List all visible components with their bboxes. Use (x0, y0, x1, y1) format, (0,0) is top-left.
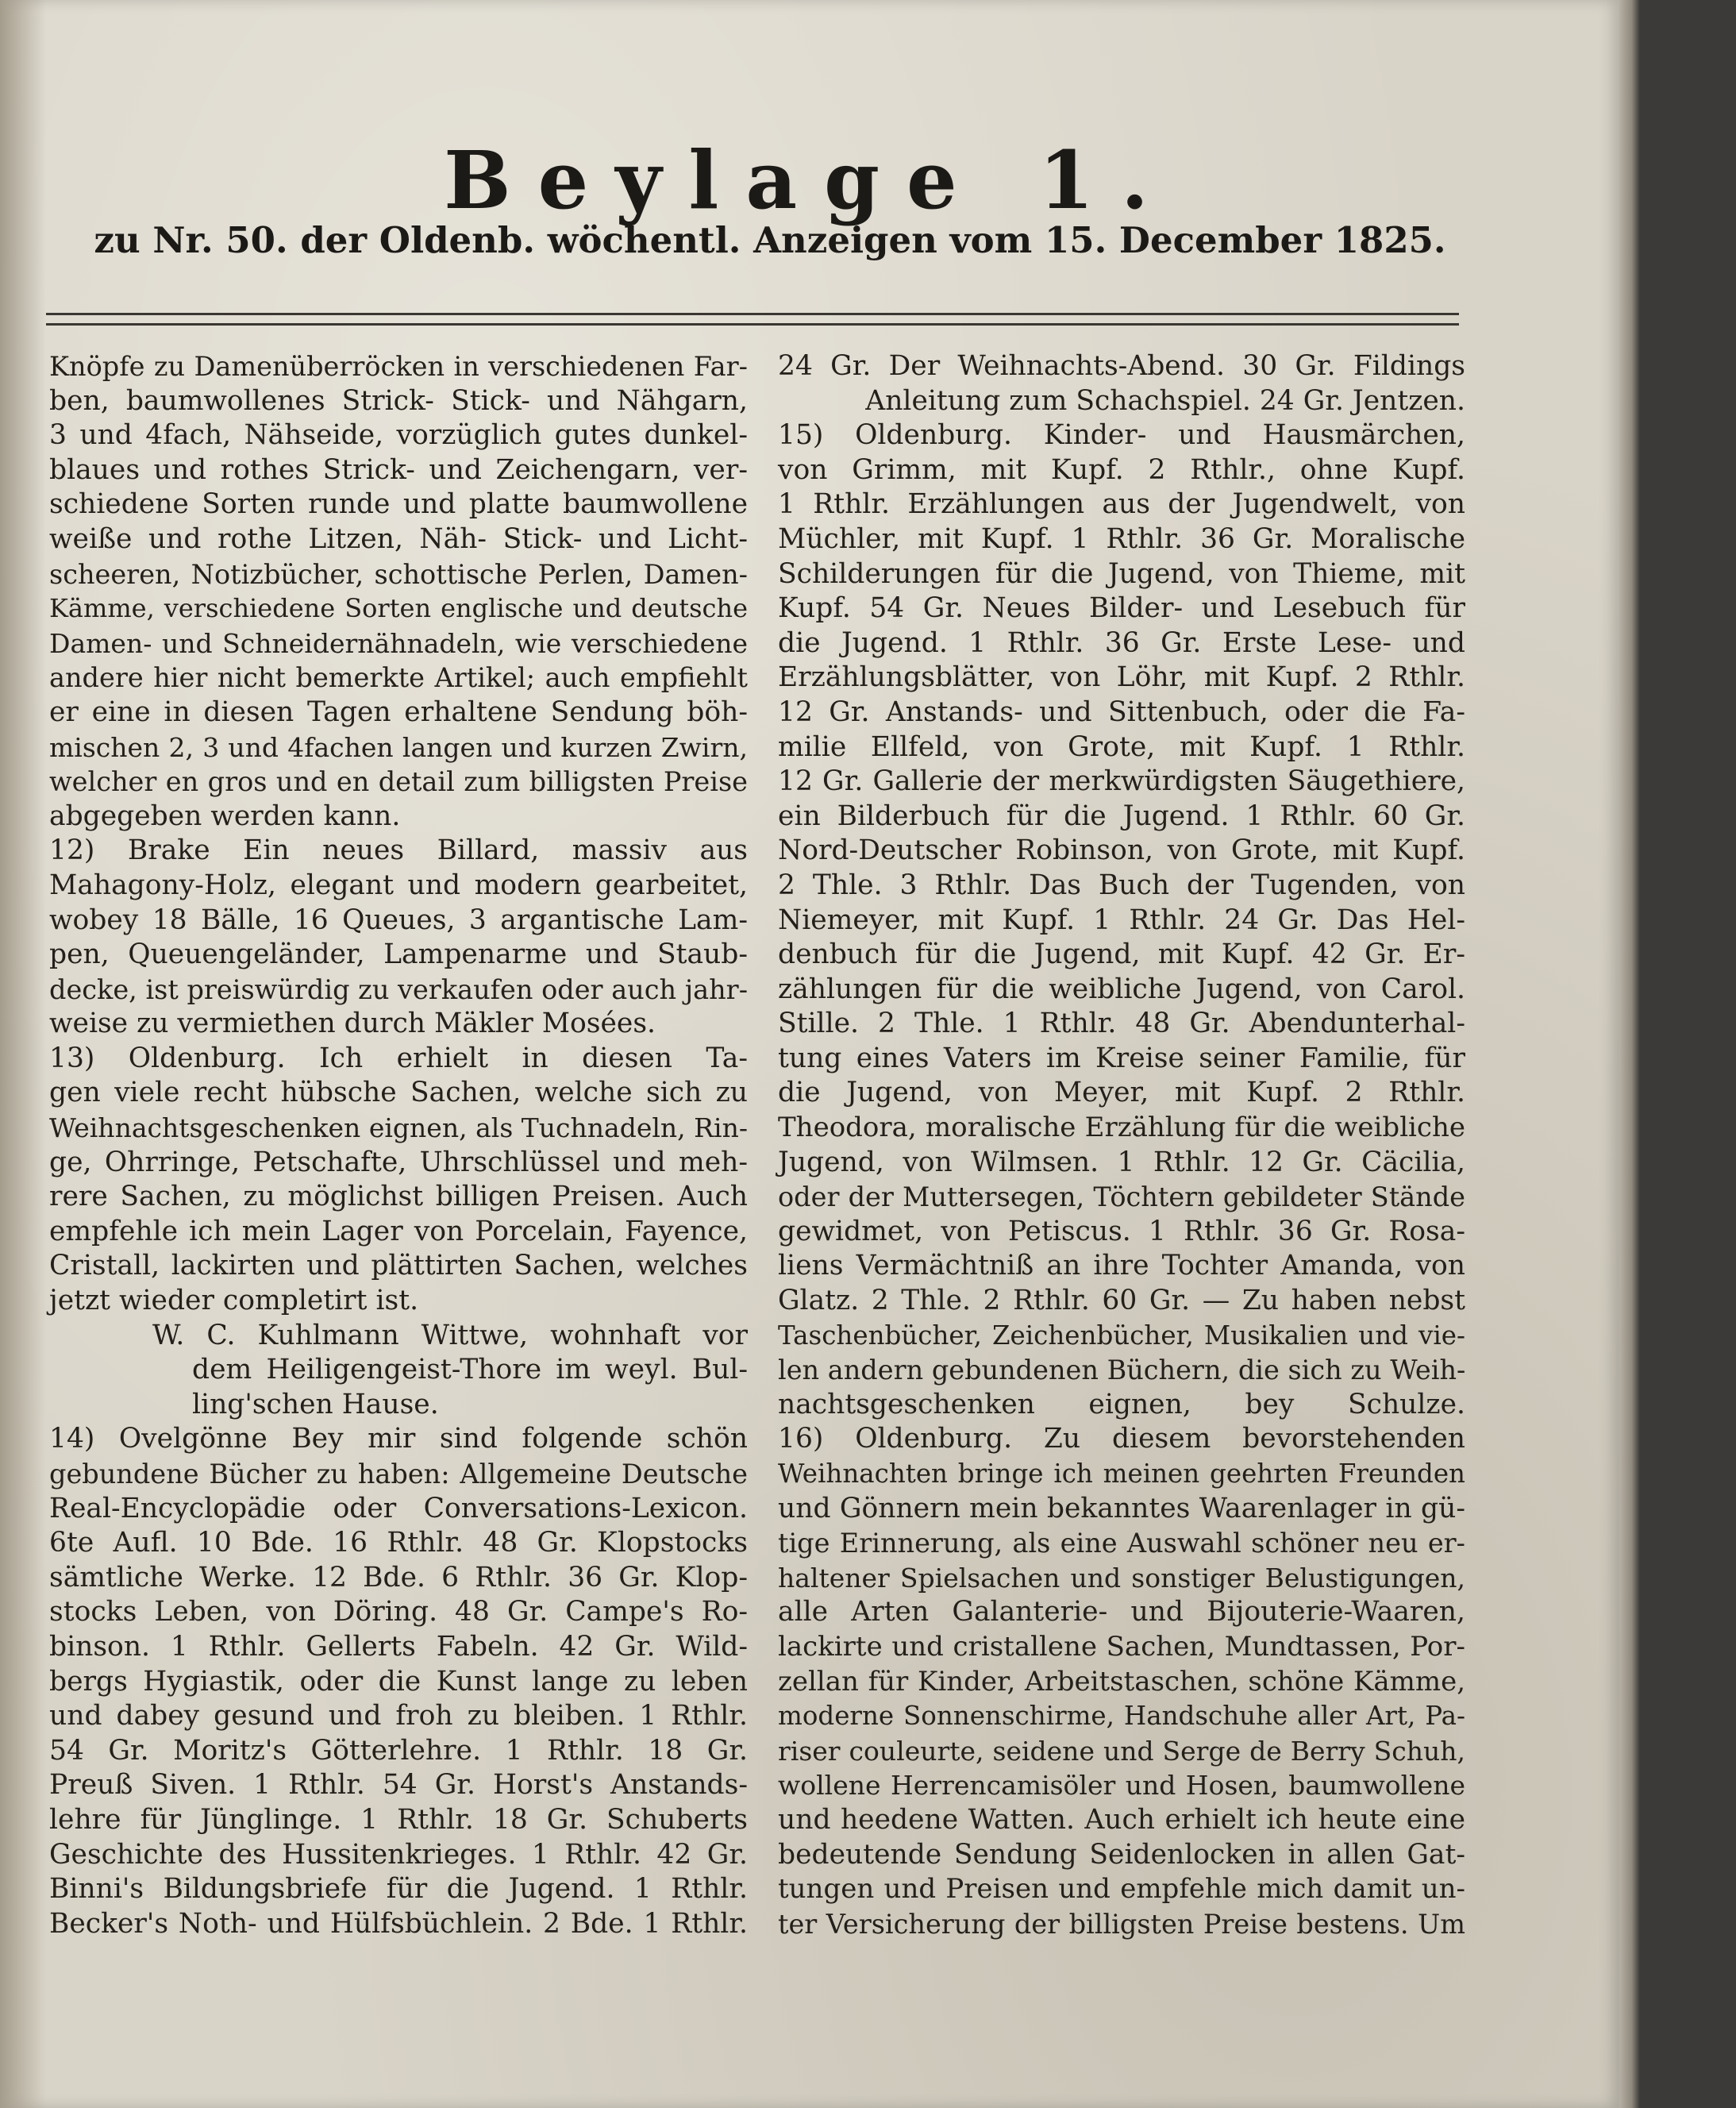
text-line: Erzählungsblätter, von Löhr, mit Kupf. 2 Rthlr. (778, 661, 1465, 694)
text-line: denbuch für die Jugend, mit Kupf. 42 Gr. Er- (778, 938, 1465, 971)
text-line: oder der Muttersegen, Töchtern gebildeter Stände (778, 1181, 1465, 1213)
text-line: welcher en gros und en detail zum billigsten Preise (49, 766, 748, 798)
text-line: tige Erinnerung, als eine Auswahl schöner neu er- (778, 1528, 1465, 1559)
text-line: Knöpfe zu Damenüberröcken in verschiedenen Far- (49, 351, 748, 382)
text-line: abgegeben werden kann. (49, 800, 401, 832)
text-line: die Jugend. 1 Rthlr. 36 Gr. Erste Lese- und (778, 626, 1465, 659)
text-line: Müchler, mit Kupf. 1 Rthlr. 36 Gr. Moralische (778, 522, 1465, 555)
left-column (49, 349, 748, 1941)
text-line: Schilderungen für die Jugend, von Thieme, mit (778, 557, 1465, 590)
text-line: Becker's Noth- und Hülfsbüchlein. 2 Bde. 1 Rthlr. (49, 1907, 748, 1940)
text-line: 16) Oldenburg. Zu diesem bevorstehenden (778, 1423, 1465, 1455)
supplement-title: Beylage 1. (444, 133, 1176, 227)
text-line: weise zu vermiethen durch Mäkler Mosées. (49, 1008, 656, 1040)
header-rule (46, 313, 1459, 326)
text-line: dem Heiligengeist-Thore im weyl. Bul- (192, 1354, 748, 1386)
text-line: stocks Leben, von Döring. 48 Gr. Campe's Ro- (49, 1596, 748, 1628)
text-line: Nord-Deutscher Robinson, von Grote, mit Kupf. (778, 834, 1465, 867)
text-line: Taschenbücher, Zeichenbücher, Musikalien und vie- (778, 1320, 1465, 1351)
text-line: Preuß Siven. 1 Rthlr. 54 Gr. Horst's Anstands- (49, 1769, 748, 1802)
text-line: scheeren, Notizbücher, schottische Perlen, Damen- (49, 558, 748, 590)
text-line: 14) Ovelgönne Bey mir sind folgende schön (49, 1423, 748, 1455)
text-line: weiße und rothe Litzen, Näh- Stick- und Licht- (49, 522, 748, 555)
text-line: 1 Rthlr. Erzählungen aus der Jugendwelt, von (778, 488, 1465, 521)
text-line: gen viele recht hübsche Sachen, welche sich zu (49, 1077, 748, 1109)
text-line: und heedene Watten. Auch erhielt ich heute eine (778, 1803, 1465, 1836)
text-line: ter Versicherung der billigsten Preise bestens. Um (778, 1908, 1465, 1940)
text-line: Mahagony-Holz, elegant und modern gearbeitet, (49, 869, 748, 901)
text-line: mischen 2, 3 und 4fachen langen und kurzen Zwirn, (49, 731, 748, 763)
text-line: ben, baumwollenes Strick- Stick- und Nähgarn, (49, 384, 748, 417)
text-line: lehre für Jünglinge. 1 Rthlr. 18 Gr. Schuberts (49, 1803, 748, 1836)
text-line: Glatz. 2 Thle. 2 Rthlr. 60 Gr. — Zu haben nebst (778, 1285, 1465, 1317)
text-line: Weihnachten bringe ich meinen geehrten Freunden (778, 1459, 1465, 1489)
text-line: 2 Thle. 3 Rthlr. Das Buch der Tugenden, von (778, 869, 1465, 901)
text-line: gewidmet, von Petiscus. 1 Rthlr. 36 Gr. Rosa- (778, 1215, 1465, 1247)
text-line: Binni's Bildungsbriefe für die Jugend. 1 Rthlr. (49, 1873, 748, 1906)
text-line: Geschichte des Hussitenkrieges. 1 Rthlr. 42 Gr. (49, 1838, 748, 1871)
text-line: moderne Sonnenschirme, Handschuhe aller Art, Pa- (778, 1701, 1465, 1732)
page-gutter (0, 0, 46, 2108)
text-line: ge, Ohrringe, Petschafte, Uhrschlüssel und meh- (49, 1146, 748, 1178)
text-line: Weihnachtsgeschenken eignen, als Tuchnadeln, Rin- (49, 1112, 748, 1144)
text-line: nachtsgeschenken eignen, bey Schulze. (778, 1388, 1465, 1420)
text-line: er eine in diesen Tagen erhaltene Sendung böh- (49, 696, 748, 728)
text-line: zählungen für die weibliche Jugend, von Carol. (778, 973, 1465, 1005)
text-line: 54 Gr. Moritz's Götterlehre. 1 Rthlr. 18 Gr. (49, 1734, 748, 1767)
text-line: Niemeyer, mit Kupf. 1 Rthlr. 24 Gr. Das Hel- (778, 904, 1465, 936)
page-edge (1619, 0, 1640, 2108)
text-line: 12 Gr. Anstands- und Sittenbuch, oder die Fa- (778, 696, 1465, 728)
text-line: tungen und Preisen und empfehle mich damit un- (778, 1873, 1465, 1906)
supplement-subtitle: zu Nr. 50. der Oldenb. wöchentl. Anzeigen vom 15. December 1825. (94, 219, 1446, 261)
text-line: alle Arten Galanterie- und Bijouterie-Waaren, (778, 1596, 1465, 1628)
text-line: rere Sachen, zu möglichst billigen Preisen. Auch (49, 1181, 748, 1213)
text-line: 15) Oldenburg. Kinder- und Hausmärchen, (778, 419, 1465, 452)
text-line: Cristall, lackirten und plättirten Sachen, welches (49, 1250, 748, 1282)
text-line: andere hier nicht bemerkte Artikel; auch empfiehlt (49, 662, 748, 694)
text-line: von Grimm, mit Kupf. 2 Rthlr., ohne Kupf. (778, 453, 1465, 486)
text-line: wollene Herrencamisöler und Hosen, baumwollene (778, 1770, 1465, 1802)
text-line: gebundene Bücher zu haben: Allgemeine Deutsche (49, 1459, 748, 1489)
text-line: und Gönnern mein bekanntes Waarenlager in gü- (778, 1492, 1465, 1524)
text-line: 12) Brake Ein neues Billard, massiv aus (49, 834, 748, 867)
text-line: Real-Encyclopädie oder Conversations-Lexicon. (49, 1492, 748, 1524)
text-line: pen, Queuengeländer, Lampenarme und Staub- (49, 938, 748, 971)
text-line: bedeutende Sendung Seidenlocken in allen Gat- (778, 1838, 1465, 1871)
text-line: wobey 18 Bälle, 16 Queues, 3 argantische Lam- (49, 904, 748, 936)
text-line: die Jugend, von Meyer, mit Kupf. 2 Rthlr. (778, 1077, 1465, 1109)
text-line: Theodora, moralische Erzählung für die weibliche (778, 1112, 1465, 1144)
text-line: jetzt wieder completirt ist. (49, 1285, 419, 1317)
text-line: Stille. 2 Thle. 1 Rthlr. 48 Gr. Abendunterhal- (778, 1008, 1465, 1040)
text-line: 3 und 4fach, Nähseide, vorzüglich gutes dunkel- (49, 419, 748, 452)
text-line: binson. 1 Rthlr. Gellerts Fabeln. 42 Gr. Wild- (49, 1630, 748, 1663)
text-line: sämtliche Werke. 12 Bde. 6 Rthlr. 36 Gr. Klop- (49, 1561, 748, 1594)
text-line: haltener Spielsachen und sonstiger Belustigungen, (778, 1562, 1465, 1594)
text-line: len andern gebundenen Büchern, die sich zu Weih- (778, 1355, 1466, 1386)
text-line: empfehle ich mein Lager von Porcelain, Fayence, (49, 1215, 748, 1247)
text-line: milie Ellfeld, von Grote, mit Kupf. 1 Rthlr. (778, 730, 1465, 763)
text-line: riser couleurte, seidene und Serge de Berry Schuh, (778, 1735, 1465, 1767)
text-line: Kämme, verschiedene Sorten englische und deutsche (49, 593, 748, 624)
text-line: blaues und rothes Strick- und Zeichengarn, ver- (49, 453, 748, 486)
text-line: ling'schen Hause. (192, 1388, 439, 1420)
text-line: Anleitung zum Schachspiel. 24 Gr. Jentzen. (865, 384, 1465, 417)
text-line: 24 Gr. Der Weihnachts-Abend. 30 Gr. Fildings (778, 350, 1465, 382)
text-line: zellan für Kinder, Arbeitstaschen, schöne Kämme, (778, 1665, 1465, 1698)
text-line: liens Vermächtniß an ihre Tochter Amanda, von (778, 1250, 1465, 1282)
text-line: tung eines Vaters im Kreise seiner Familie, für (778, 1042, 1465, 1074)
text-line: 13) Oldenburg. Ich erhielt in diesen Ta- (49, 1042, 748, 1074)
text-line: W. C. Kuhlmann Wittwe, wohnhaft vor (152, 1319, 748, 1351)
text-line: decke, ist preiswürdig zu verkaufen oder auch jahr- (49, 973, 749, 1005)
text-line: bergs Hygiastik, oder die Kunst lange zu leben (49, 1665, 748, 1698)
text-line: 6te Aufl. 10 Bde. 16 Rthlr. 48 Gr. Klopstocks (49, 1527, 748, 1559)
text-line: ein Bilderbuch für die Jugend. 1 Rthlr. 60 Gr. (778, 800, 1465, 832)
right-column (778, 349, 1465, 1941)
text-line: 12 Gr. Gallerie der merkwürdigsten Säugethiere, (778, 765, 1465, 798)
text-line: und dabey gesund und froh zu bleiben. 1 Rthlr. (49, 1700, 748, 1732)
text-line: Jugend, von Wilmsen. 1 Rthlr. 12 Gr. Cäcilia, (778, 1146, 1465, 1178)
text-line: lackirte und cristallene Sachen, Mundtassen, Por- (778, 1630, 1465, 1663)
text-line: Damen- und Schneidernähnadeln, wie verschiedene (49, 627, 748, 659)
text-line: Kupf. 54 Gr. Neues Bilder- und Lesebuch für (778, 592, 1465, 625)
text-line: schiedene Sorten runde und platte baumwollene (49, 488, 748, 521)
